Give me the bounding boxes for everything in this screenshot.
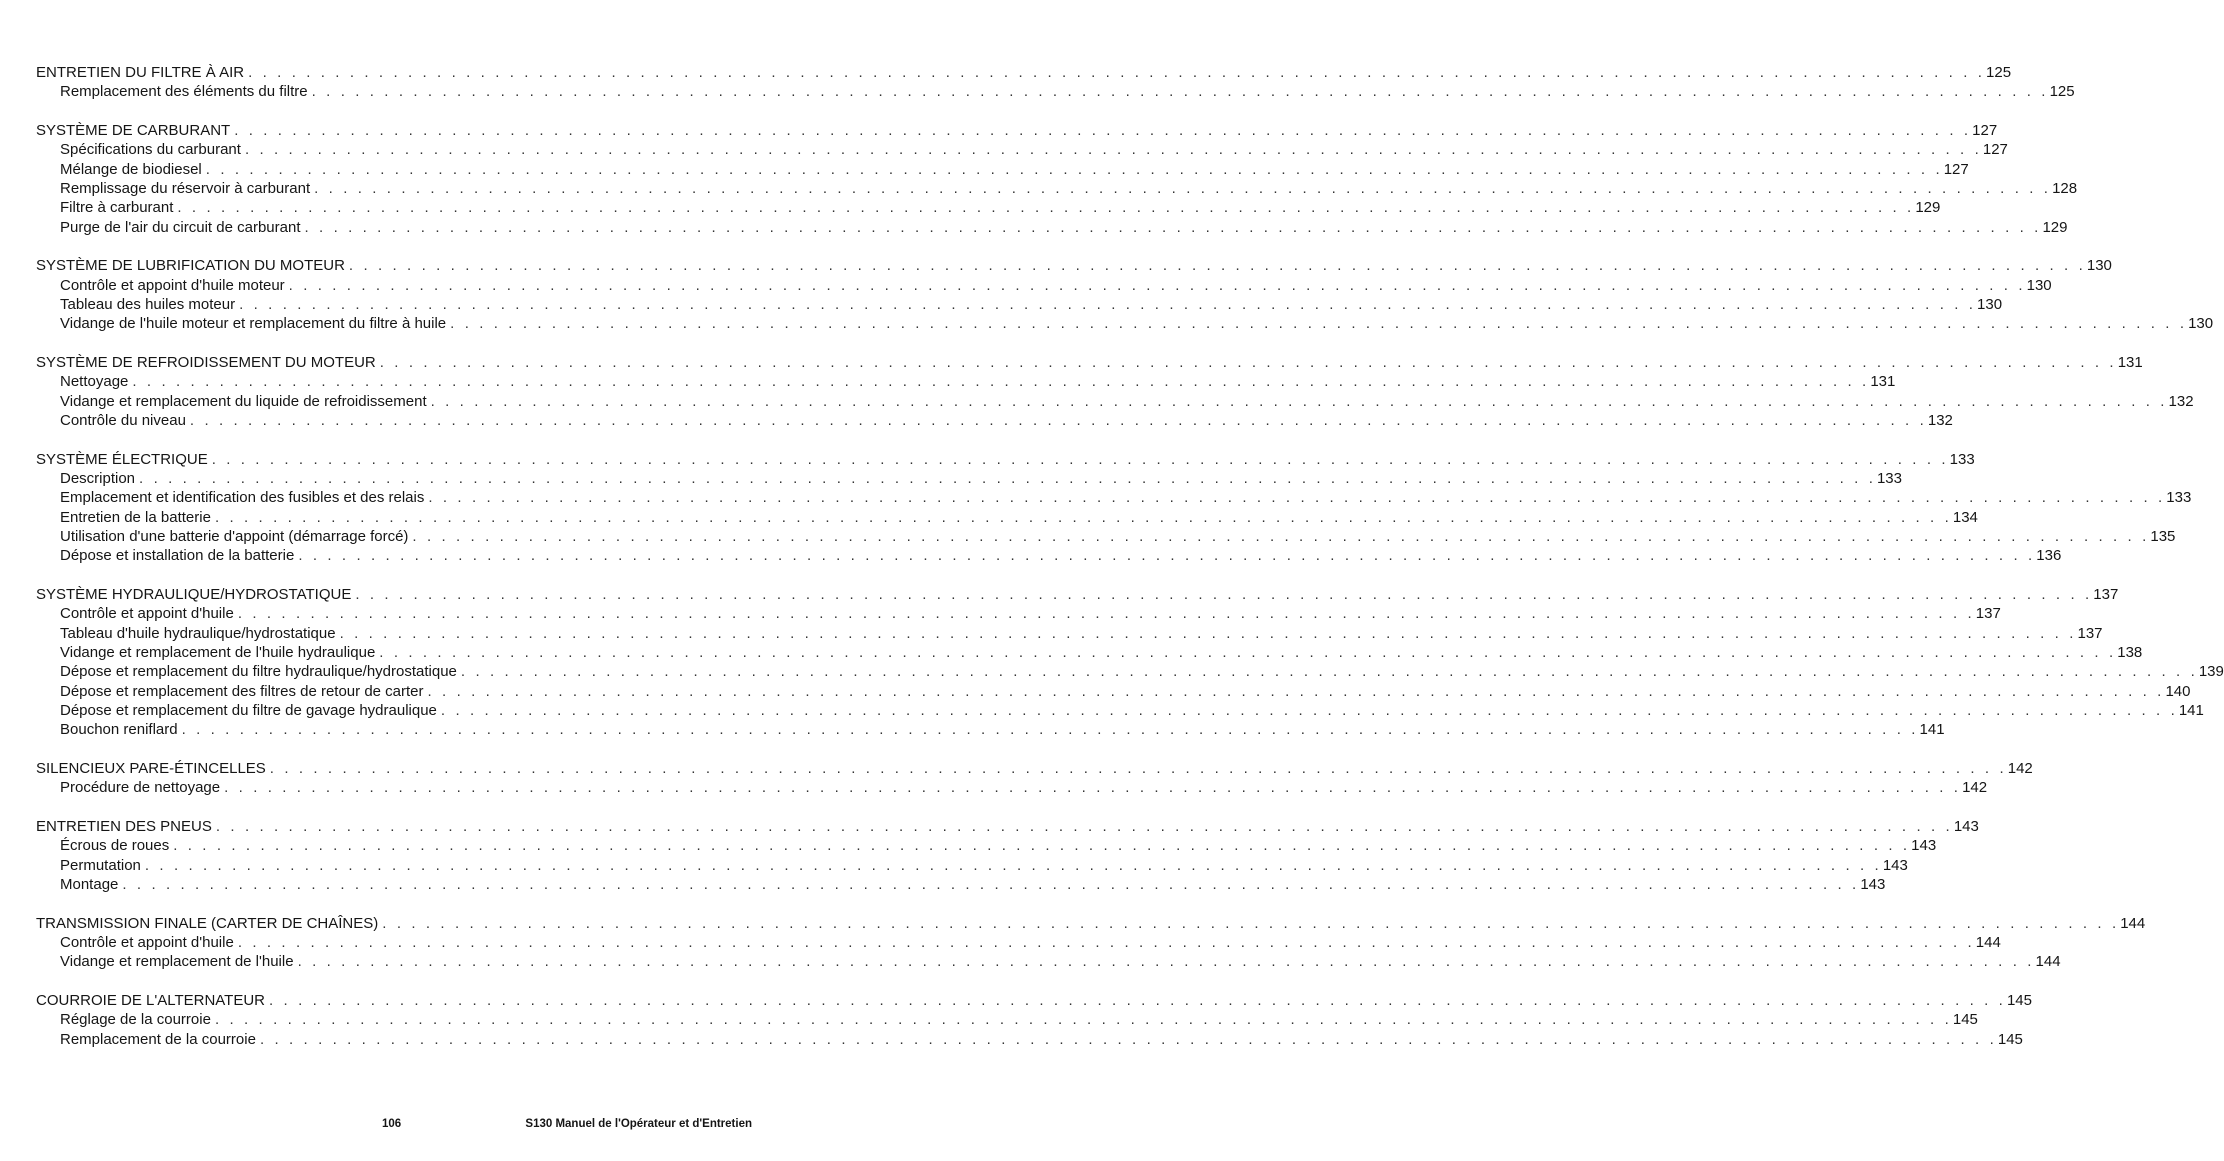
toc-page-number: 127 xyxy=(1972,122,1998,140)
toc-section-title: SYSTÈME DE LUBRIFICATION DU MOTEUR xyxy=(36,257,345,275)
toc-entry xyxy=(36,624,2103,643)
table-of-contents xyxy=(36,63,2224,1068)
toc-entry xyxy=(36,682,2191,701)
dot-leader: . . . . . . . . . . . . . . . . . . . . . . . . . . . . . . . . . . . . . . . . . . . . . . . . . . . . . . . . . . . . . . . . . . . . . . . . . . . . . . . . . . . . . . . . . . . . . . . . . . . . . . . . . . . . . . . . . . . . . . . . xyxy=(177,199,1915,217)
dot-leader: . . . . . . . . . . . . . . . . . . . . . . . . . . . . . . . . . . . . . . . . . . . . . . . . . . . . . . . . . . . . . . . . . . . . . . . . . . . . . . . . . . . . . . . . . . . . . . . . . . . . . . . . . . . . . . . . . . . . . . . . xyxy=(379,354,2117,372)
toc-entry-title: Procédure de nettoyage xyxy=(60,779,221,797)
toc-entry-title: Description xyxy=(60,470,136,488)
toc-entry-title: Dépose et remplacement du filtre hydraulique/hydrostatique xyxy=(60,663,457,681)
toc-entry-title: Contrôle et appoint d'huile xyxy=(60,605,234,623)
toc-page-number: 145 xyxy=(2006,992,2032,1010)
toc-entry-title: Dépose et remplacement des filtres de retour de carter xyxy=(60,682,424,700)
toc-entry-title: Vidange et remplacement de l'huile xyxy=(60,953,294,971)
toc-entry xyxy=(36,218,2068,237)
toc-page-number: 144 xyxy=(2120,914,2146,932)
toc-entry xyxy=(36,488,2192,507)
toc-entry xyxy=(36,1030,2023,1049)
dot-leader: . . . . . . . . . . . . . . . . . . . . . . . . . . . . . . . . . . . . . . . . . . . . . . . . . . . . . . . . . . . . . . . . . . . . . . . . . . . . . . . . . . . . . . . . . . . . . . . . . . . . . . . . . . . . . . . . . . . . . . . . xyxy=(450,315,2188,333)
dot-leader: . . . . . . . . . . . . . . . . . . . . . . . . . . . . . . . . . . . . . . . . . . . . . . . . . . . . . . . . . . . . . . . . . . . . . . . . . . . . . . . . . . . . . . . . . . . . . . . . . . . . . . . . . . . . . . . . . . . . . . . . xyxy=(288,276,2026,294)
toc-entry-title: Remplacement de la courroie xyxy=(60,1030,256,1048)
toc-section xyxy=(36,759,2033,798)
toc-section-heading xyxy=(36,450,1975,469)
dot-leader: . . . . . . . . . . . . . . . . . . . . . . . . . . . . . . . . . . . . . . . . . . . . . . . . . . . . . . . . . . . . . . . . . . . . . . . . . . . . . . . . . . . . . . . . . . . . . . . . . . . . . . . . . . . . . . . . . . . . . . . . xyxy=(269,759,2007,777)
toc-page-number: 131 xyxy=(1870,373,1896,391)
toc-section-title: SYSTÈME DE CARBURANT xyxy=(36,122,231,140)
dot-leader: . . . . . . . . . . . . . . . . . . . . . . . . . . . . . . . . . . . . . . . . . . . . . . . . . . . . . . . . . . . . . . . . . . . . . . . . . . . . . . . . . . . . . . . . . . . . . . . . . . . . . . . . . . . . . . . . . . . . . . . . xyxy=(314,179,2052,197)
toc-entry-title: Mélange de biodiesel xyxy=(60,160,202,178)
dot-leader: . . . . . . . . . . . . . . . . . . . . . . . . . . . . . . . . . . . . . . . . . . . . . . . . . . . . . . . . . . . . . . . . . . . . . . . . . . . . . . . . . . . . . . . . . . . . . . . . . . . . . . . . . . . . . . . . . . . . . . . . xyxy=(224,779,1962,797)
toc-section-heading xyxy=(36,585,2119,604)
page-number: 106 xyxy=(382,1118,402,1130)
dot-leader: . . . . . . . . . . . . . . . . . . . . . . . . . . . . . . . . . . . . . . . . . . . . . . . . . . . . . . . . . . . . . . . . . . . . . . . . . . . . . . . . . . . . . . . . . . . . . . . . . . . . . . . . . . . . . . . . . . . . . . . . xyxy=(412,527,2150,545)
toc-entry xyxy=(36,179,2078,198)
toc-entry xyxy=(36,933,2001,952)
toc-entry xyxy=(36,875,1886,894)
toc-entry-title: Contrôle du niveau xyxy=(60,411,186,429)
toc-entry-title: Contrôle et appoint d'huile xyxy=(60,933,234,951)
toc-page-number: 132 xyxy=(2168,392,2194,410)
dot-leader: . . . . . . . . . . . . . . . . . . . . . . . . . . . . . . . . . . . . . . . . . . . . . . . . . . . . . . . . . . . . . . . . . . . . . . . . . . . . . . . . . . . . . . . . . . . . . . . . . . . . . . . . . . . . . . . . . . . . . . . . xyxy=(379,643,2117,661)
toc-page-number: 125 xyxy=(1986,64,2012,81)
toc-page-number: 144 xyxy=(1975,933,2001,951)
toc-entry xyxy=(36,546,2062,565)
dot-leader: . . . . . . . . . . . . . . . . . . . . . . . . . . . . . . . . . . . . . . . . . . . . . . . . . . . . . . . . . . . . . . . . . . . . . . . . . . . . . . . . . . . . . . . . . . . . . . . . . . . . . . . . . . . . . . . . . . . . . . . . xyxy=(144,856,1882,874)
dot-leader: . . . . . . . . . . . . . . . . . . . . . . . . . . . . . . . . . . . . . . . . . . . . . . . . . . . . . . . . . . . . . . . . . . . . . . . . . . . . . . . . . . . . . . . . . . . . . . . . . . . . . . . . . . . . . . . . . . . . . . . . xyxy=(214,508,1952,526)
dot-leader: . . . . . . . . . . . . . . . . . . . . . . . . . . . . . . . . . . . . . . . . . . . . . . . . . . . . . . . . . . . . . . . . . . . . . . . . . . . . . . . . . . . . . . . . . . . . . . . . . . . . . . . . . . . . . . . . . . . . . . . . xyxy=(211,450,1949,468)
toc-entry-title: Dépose et remplacement du filtre de gavage hydraulique xyxy=(60,701,437,719)
toc-page-number: 130 xyxy=(2026,276,2052,294)
toc-entry xyxy=(36,140,2008,159)
dot-leader: . . . . . . . . . . . . . . . . . . . . . . . . . . . . . . . . . . . . . . . . . . . . . . . . . . . . . . . . . . . . . . . . . . . . . . . . . . . . . . . . . . . . . . . . . . . . . . . . . . . . . . . . . . . . . . . . . . . . . . . . xyxy=(304,218,2042,236)
toc-entry-title: Filtre à carburant xyxy=(60,199,174,217)
toc-entry-title: Nettoyage xyxy=(60,373,129,391)
toc-page-number: 125 xyxy=(2049,83,2075,101)
toc-section xyxy=(36,353,2194,430)
toc-page-number: 135 xyxy=(2150,527,2176,545)
dot-leader: . . . . . . . . . . . . . . . . . . . . . . . . . . . . . . . . . . . . . . . . . . . . . . . . . . . . . . . . . . . . . . . . . . . . . . . . . . . . . . . . . . . . . . . . . . . . . . . . . . . . . . . . . . . . . . . . . . . . . . . . xyxy=(382,914,2120,932)
dot-leader: . . . . . . . . . . . . . . . . . . . . . . . . . . . . . . . . . . . . . . . . . . . . . . . . . . . . . . . . . . . . . . . . . . . . . . . . . . . . . . . . . . . . . . . . . . . . . . . . . . . . . . . . . . . . . . . . . . . . . . . . xyxy=(430,392,2168,410)
toc-entry-title: Écrous de roues xyxy=(60,837,170,855)
toc-page-number: 145 xyxy=(1952,1011,1978,1029)
toc-section xyxy=(36,450,2192,566)
toc-entry-title: Entretien de la batterie xyxy=(60,508,211,526)
dot-leader: . . . . . . . . . . . . . . . . . . . . . . . . . . . . . . . . . . . . . . . . . . . . . . . . . . . . . . . . . . . . . . . . . . . . . . . . . . . . . . . . . . . . . . . . . . . . . . . . . . . . . . . . . . . . . . . . . . . . . . . . xyxy=(239,295,1977,313)
dot-leader: . . . . . . . . . . . . . . . . . . . . . . . . . . . . . . . . . . . . . . . . . . . . . . . . . . . . . . . . . . . . . . . . . . . . . . . . . . . . . . . . . . . . . . . . . . . . . . . . . . . . . . . . . . . . . . . . . . . . . . . . xyxy=(237,933,1975,951)
toc-section-title: SILENCIEUX PARE-ÉTINCELLES xyxy=(36,759,266,777)
toc-section-heading xyxy=(36,121,1998,140)
toc-section-heading xyxy=(36,817,1979,836)
dot-leader: . . . . . . . . . . . . . . . . . . . . . . . . . . . . . . . . . . . . . . . . . . . . . . . . . . . . . . . . . . . . . . . . . . . . . . . . . . . . . . . . . . . . . . . . . . . . . . . . . . . . . . . . . . . . . . . . . . . . . . . . xyxy=(215,818,1953,835)
toc-entry-title: Emplacement et identification des fusibles et des relais xyxy=(60,489,425,507)
toc-entry xyxy=(36,295,2003,314)
dot-leader: . . . . . . . . . . . . . . . . . . . . . . . . . . . . . . . . . . . . . . . . . . . . . . . . . . . . . . . . . . . . . . . . . . . . . . . . . . . . . . . . . . . . . . . . . . . . . . . . . . . . . . . . . . . . . . . . . . . . . . . . xyxy=(427,682,2165,700)
dot-leader: . . . . . . . . . . . . . . . . . . . . . . . . . . . . . . . . . . . . . . . . . . . . . . . . . . . . . . . . . . . . . . . . . . . . . . . . . . . . . . . . . . . . . . . . . . . . . . . . . . . . . . . . . . . . . . . . . . . . . . . . xyxy=(214,1011,1952,1029)
toc-page-number: 127 xyxy=(1982,141,2008,159)
toc-section-title: COURROIE DE L'ALTERNATEUR xyxy=(36,992,266,1010)
dot-leader: . . . . . . . . . . . . . . . . . . . . . . . . . . . . . . . . . . . . . . . . . . . . . . . . . . . . . . . . . . . . . . . . . . . . . . . . . . . . . . . . . . . . . . . . . . . . . . . . . . . . . . . . . . . . . . . . . . . . . . . . xyxy=(460,663,2198,681)
toc-entry xyxy=(36,720,1945,739)
toc-page-number: 141 xyxy=(2178,701,2204,719)
toc-section-title: SYSTÈME DE REFROIDISSEMENT DU MOTEUR xyxy=(36,354,376,372)
toc-entry xyxy=(36,778,1988,797)
toc-entry xyxy=(36,469,1902,488)
toc-page-number: 130 xyxy=(2188,315,2214,333)
toc-page-number: 132 xyxy=(1927,411,1953,429)
toc-page-number: 131 xyxy=(2117,354,2143,372)
toc-entry xyxy=(36,1010,1978,1029)
toc-entry xyxy=(36,604,2001,623)
toc-page-number: 139 xyxy=(2198,663,2224,681)
dot-leader: . . . . . . . . . . . . . . . . . . . . . . . . . . . . . . . . . . . . . . . . . . . . . . . . . . . . . . . . . . . . . . . . . . . . . . . . . . . . . . . . . . . . . . . . . . . . . . . . . . . . . . . . . . . . . . . . . . . . . . . . xyxy=(339,624,2077,642)
dot-leader: . . . . . . . . . . . . . . . . . . . . . . . . . . . . . . . . . . . . . . . . . . . . . . . . . . . . . . . . . . . . . . . . . . . . . . . . . . . . . . . . . . . . . . . . . . . . . . . . . . . . . . . . . . . . . . . . . . . . . . . . xyxy=(297,953,2035,971)
toc-entry-title: Spécifications du carburant xyxy=(60,141,241,159)
toc-entry xyxy=(36,836,1937,855)
toc-page-number: 128 xyxy=(2052,179,2078,197)
toc-section xyxy=(36,991,2032,1049)
toc-section-heading xyxy=(36,353,2143,372)
toc-page-number: 142 xyxy=(1962,779,1988,797)
toc-page-number: 137 xyxy=(1975,605,2001,623)
manual-title: S130 Manuel de l'Opérateur et d'Entretien xyxy=(525,1118,752,1130)
toc-page-number: 130 xyxy=(2086,257,2112,275)
toc-entry-title: Vidange et remplacement de l'huile hydraulique xyxy=(60,643,376,661)
dot-leader: . . . . . . . . . . . . . . . . . . . . . . . . . . . . . . . . . . . . . . . . . . . . . . . . . . . . . . . . . . . . . . . . . . . . . . . . . . . . . . . . . . . . . . . . . . . . . . . . . . . . . . . . . . . . . . . . . . . . . . . . xyxy=(355,586,2093,604)
toc-section-heading xyxy=(36,256,2112,275)
toc-entry xyxy=(36,952,2061,971)
toc-entry-title: Réglage de la courroie xyxy=(60,1011,211,1029)
dot-leader: . . . . . . . . . . . . . . . . . . . . . . . . . . . . . . . . . . . . . . . . . . . . . . . . . . . . . . . . . . . . . . . . . . . . . . . . . . . . . . . . . . . . . . . . . . . . . . . . . . . . . . . . . . . . . . . . . . . . . . . . xyxy=(181,721,1919,739)
toc-entry xyxy=(36,508,1978,527)
toc-section-title: ENTRETIEN DU FILTRE À AIR xyxy=(36,64,245,81)
toc-section-heading xyxy=(36,914,2146,933)
dot-leader: . . . . . . . . . . . . . . . . . . . . . . . . . . . . . . . . . . . . . . . . . . . . . . . . . . . . . . . . . . . . . . . . . . . . . . . . . . . . . . . . . . . . . . . . . . . . . . . . . . . . . . . . . . . . . . . . . . . . . . . . xyxy=(259,1030,1997,1048)
toc-entry xyxy=(36,314,2214,333)
toc-section xyxy=(36,914,2146,972)
toc-section xyxy=(36,585,2224,739)
toc-page-number: 133 xyxy=(1949,450,1975,468)
toc-page-number: 137 xyxy=(2077,624,2103,642)
toc-page-number: 143 xyxy=(1911,837,1937,855)
toc-entry-title: Contrôle et appoint d'huile moteur xyxy=(60,276,285,294)
toc-page-number: 143 xyxy=(1882,856,1908,874)
toc-entry xyxy=(36,372,1896,391)
dot-leader: . . . . . . . . . . . . . . . . . . . . . . . . . . . . . . . . . . . . . . . . . . . . . . . . . . . . . . . . . . . . . . . . . . . . . . . . . . . . . . . . . . . . . . . . . . . . . . . . . . . . . . . . . . . . . . . . . . . . . . . . xyxy=(189,411,1927,429)
dot-leader: . . . . . . . . . . . . . . . . . . . . . . . . . . . . . . . . . . . . . . . . . . . . . . . . . . . . . . . . . . . . . . . . . . . . . . . . . . . . . . . . . . . . . . . . . . . . . . . . . . . . . . . . . . . . . . . . . . . . . . . . xyxy=(237,605,1975,623)
toc-entry-title: Vidange de l'huile moteur et remplacement du filtre à huile xyxy=(60,315,447,333)
toc-page-number: 141 xyxy=(1919,721,1945,739)
toc-entry-title: Purge de l'air du circuit de carburant xyxy=(60,218,301,236)
dot-leader: . . . . . . . . . . . . . . . . . . . . . . . . . . . . . . . . . . . . . . . . . . . . . . . . . . . . . . . . . . . . . . . . . . . . . . . . . . . . . . . . . . . . . . . . . . . . . . . . . . . . . . . . . . . . . . . . . . . . . . . . xyxy=(269,992,2006,1010)
toc-entry xyxy=(36,411,1953,430)
toc-page-number: 133 xyxy=(1876,470,1902,488)
toc-entry xyxy=(36,701,2204,720)
dot-leader: . . . . . . . . . . . . . . . . . . . . . . . . . . . . . . . . . . . . . . . . . . . . . . . . . . . . . . . . . . . . . . . . . . . . . . . . . . . . . . . . . . . . . . . . . . . . . . . . . . . . . . . . . . . . . . . . . . . . . . . . xyxy=(234,122,1972,140)
toc-entry xyxy=(36,662,2224,681)
toc-section xyxy=(36,121,2078,237)
toc-entry-title: Utilisation d'une batterie d'appoint (démarrage forcé) xyxy=(60,527,409,545)
page-footer xyxy=(0,1118,800,1138)
toc-entry-title: Tableau d'huile hydraulique/hydrostatique xyxy=(60,624,336,642)
dot-leader: . . . . . . . . . . . . . . . . . . . . . . . . . . . . . . . . . . . . . . . . . . . . . . . . . . . . . . . . . . . . . . . . . . . . . . . . . . . . . . . . . . . . . . . . . . . . . . . . . . . . . . . . . . . . . . . . . . . . . . . . xyxy=(132,373,1870,391)
toc-entry xyxy=(36,82,2075,101)
toc-page-number: 129 xyxy=(2042,218,2068,236)
toc-entry-title: Tableau des huiles moteur xyxy=(60,295,236,313)
dot-leader: . . . . . . . . . . . . . . . . . . . . . . . . . . . . . . . . . . . . . . . . . . . . . . . . . . . . . . . . . . . . . . . . . . . . . . . . . . . . . . . . . . . . . . . . . . . . . . . . . . . . . . . . . . . . . . . . . . . . . . . . xyxy=(440,701,2178,719)
dot-leader: . . . . . . . . . . . . . . . . . . . . . . . . . . . . . . . . . . . . . . . . . . . . . . . . . . . . . . . . . . . . . . . . . . . . . . . . . . . . . . . . . . . . . . . . . . . . . . . . . . . . . . . . . . . . . . . . . . . . . . . . xyxy=(298,547,2036,565)
toc-section-title: SYSTÈME ÉLECTRIQUE xyxy=(36,450,208,468)
toc-page-number: 143 xyxy=(1953,818,1979,835)
toc-page-number: 136 xyxy=(2036,547,2062,565)
toc-page-number: 134 xyxy=(1952,508,1978,526)
toc-section-title: TRANSMISSION FINALE (CARTER DE CHAÎNES) xyxy=(36,914,379,932)
toc-entry-title: Vidange et remplacement du liquide de refroidissement xyxy=(60,392,427,410)
toc-section-heading xyxy=(36,991,2032,1010)
toc-entry xyxy=(36,856,1908,875)
toc-entry-title: Dépose et installation de la batterie xyxy=(60,547,295,565)
toc-entry-title: Remplissage du réservoir à carburant xyxy=(60,179,311,197)
dot-leader: . . . . . . . . . . . . . . . . . . . . . . . . . . . . . . . . . . . . . . . . . . . . . . . . . . . . . . . . . . . . . . . . . . . . . . . . . . . . . . . . . . . . . . . . . . . . . . . . . . . . . . . . . . . . . . . . . . . . . . . . xyxy=(311,83,2049,101)
toc-page-number: 133 xyxy=(2166,489,2192,507)
toc-entry xyxy=(36,392,2194,411)
toc-page-number: 144 xyxy=(2035,953,2061,971)
dot-leader: . . . . . . . . . . . . . . . . . . . . . . . . . . . . . . . . . . . . . . . . . . . . . . . . . . . . . . . . . . . . . . . . . . . . . . . . . . . . . . . . . . . . . . . . . . . . . . . . . . . . . . . . . . . . . . . . . . . . . . . . xyxy=(139,470,1876,488)
toc-entry-title: Remplacement des éléments du filtre xyxy=(60,83,308,101)
toc-page-number: 143 xyxy=(1860,875,1886,893)
toc-page-number: 130 xyxy=(1977,295,2003,313)
toc-entry-title: Bouchon reniflard xyxy=(60,721,178,739)
toc-page-number: 145 xyxy=(1997,1030,2023,1048)
toc-section-heading xyxy=(36,63,2012,82)
dot-leader: . . . . . . . . . . . . . . . . . . . . . . . . . . . . . . . . . . . . . . . . . . . . . . . . . . . . . . . . . . . . . . . . . . . . . . . . . . . . . . . . . . . . . . . . . . . . . . . . . . . . . . . . . . . . . . . . . . . . . . . . xyxy=(348,257,2086,275)
toc-section-heading xyxy=(36,759,2033,778)
toc-entry xyxy=(36,276,2052,295)
dot-leader: . . . . . . . . . . . . . . . . . . . . . . . . . . . . . . . . . . . . . . . . . . . . . . . . . . . . . . . . . . . . . . . . . . . . . . . . . . . . . . . . . . . . . . . . . . . . . . . . . . . . . . . . . . . . . . . . . . . . . . . . xyxy=(173,837,1911,855)
dot-leader: . . . . . . . . . . . . . . . . . . . . . . . . . . . . . . . . . . . . . . . . . . . . . . . . . . . . . . . . . . . . . . . . . . . . . . . . . . . . . . . . . . . . . . . . . . . . . . . . . . . . . . . . . . . . . . . . . . . . . . . . xyxy=(244,141,1982,159)
toc-section-title: ENTRETIEN DES PNEUS xyxy=(36,818,212,835)
toc-page-number: 137 xyxy=(2093,586,2119,604)
toc-section xyxy=(36,817,1979,894)
toc-entry xyxy=(36,198,1941,217)
toc-entry-title: Permutation xyxy=(60,856,141,874)
toc-page-number: 127 xyxy=(1943,160,1969,178)
toc-section xyxy=(36,63,2075,102)
dot-leader: . . . . . . . . . . . . . . . . . . . . . . . . . . . . . . . . . . . . . . . . . . . . . . . . . . . . . . . . . . . . . . . . . . . . . . . . . . . . . . . . . . . . . . . . . . . . . . . . . . . . . . . . . . . . . . . . . . . . . . . . xyxy=(248,64,1986,81)
toc-entry xyxy=(36,527,2176,546)
toc-entry-title: Montage xyxy=(60,875,119,893)
toc-page-number: 138 xyxy=(2117,643,2143,661)
toc-page-number: 129 xyxy=(1915,199,1941,217)
toc-section-title: SYSTÈME HYDRAULIQUE/HYDROSTATIQUE xyxy=(36,586,352,604)
toc-entry xyxy=(36,160,1969,179)
toc-section xyxy=(36,256,2214,333)
toc-entry xyxy=(36,643,2143,662)
toc-page-number: 140 xyxy=(2165,682,2191,700)
toc-page-number: 142 xyxy=(2007,759,2033,777)
dot-leader: . . . . . . . . . . . . . . . . . . . . . . . . . . . . . . . . . . . . . . . . . . . . . . . . . . . . . . . . . . . . . . . . . . . . . . . . . . . . . . . . . . . . . . . . . . . . . . . . . . . . . . . . . . . . . . . . . . . . . . . . xyxy=(428,489,2166,507)
dot-leader: . . . . . . . . . . . . . . . . . . . . . . . . . . . . . . . . . . . . . . . . . . . . . . . . . . . . . . . . . . . . . . . . . . . . . . . . . . . . . . . . . . . . . . . . . . . . . . . . . . . . . . . . . . . . . . . . . . . . . . . . xyxy=(205,160,1943,178)
dot-leader: . . . . . . . . . . . . . . . . . . . . . . . . . . . . . . . . . . . . . . . . . . . . . . . . . . . . . . . . . . . . . . . . . . . . . . . . . . . . . . . . . . . . . . . . . . . . . . . . . . . . . . . . . . . . . . . . . . . . . . . . xyxy=(122,875,1860,893)
